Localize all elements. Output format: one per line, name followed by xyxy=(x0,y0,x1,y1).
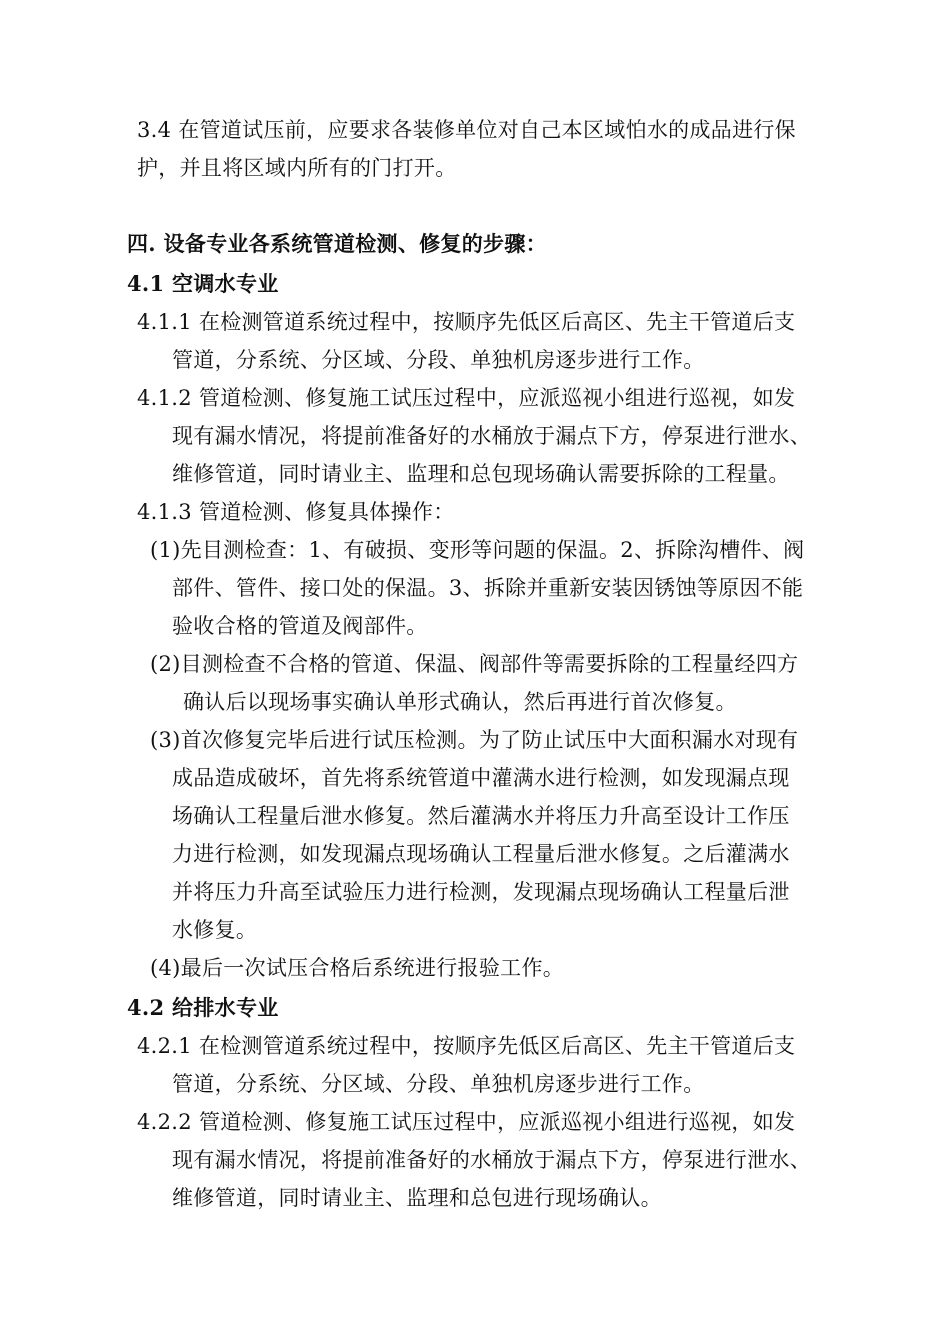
item-3-line-4: 力进行检测，如发现漏点现场确认工程量后泄水修复。之后灌满水 xyxy=(172,842,790,866)
item-3-line-5: 并将压力升高至试验压力进行检测，发现漏点现场确认工程量后泄 xyxy=(172,880,790,904)
paragraph-4-2-2-line-1: 4.2.2 管道检测、修复施工试压过程中，应派巡视小组进行巡视，如发 xyxy=(137,1110,796,1134)
item-2-line-2: 确认后以现场事实确认单形式确认，然后再进行首次修复。 xyxy=(183,690,737,714)
item-2-line-1: (2)目测检查不合格的管道、保温、阀部件等需要拆除的工程量经四方 xyxy=(150,652,799,676)
item-3-line-2: 成品造成破坏，首先将系统管道中灌满水进行检测，如发现漏点现 xyxy=(172,766,790,790)
subsection-4-2-heading: 4.2 给排水专业 xyxy=(127,995,279,1020)
paragraph-4-1-1-line-1: 4.1.1 在检测管道系统过程中，按顺序先低区后高区、先主干管道后支 xyxy=(137,310,796,334)
paragraph-4-2-2-line-3: 维修管道，同时请业主、监理和总包进行现场确认。 xyxy=(172,1186,662,1210)
subsection-4-1-heading: 4.1 空调水专业 xyxy=(127,271,279,296)
paragraph-4-1-1-line-2: 管道，分系统、分区域、分段、单独机房逐步进行工作。 xyxy=(172,348,705,372)
paragraph-4-2-1-line-1: 4.2.1 在检测管道系统过程中，按顺序先低区后高区、先主干管道后支 xyxy=(137,1034,796,1058)
section-4-heading: 四. 设备专业各系统管道检测、修复的步骤： xyxy=(127,231,547,256)
paragraph-4-2-1-line-2: 管道，分系统、分区域、分段、单独机房逐步进行工作。 xyxy=(172,1072,705,1096)
item-3-line-3: 场确认工程量后泄水修复。然后灌满水并将压力升高至设计工作压 xyxy=(172,804,790,828)
paragraph-4-1-2-line-2: 现有漏水情况，将提前准备好的水桶放于漏点下方，停泵进行泄水、 xyxy=(172,424,811,448)
item-1-line-3: 验收合格的管道及阀部件。 xyxy=(172,614,428,638)
paragraph-4-1-2-line-3: 维修管道，同时请业主、监理和总包现场确认需要拆除的工程量。 xyxy=(172,462,790,486)
item-3-line-6: 水修复。 xyxy=(172,918,258,942)
item-1-line-1: (1)先目测检查：1、有破损、变形等问题的保温。2、拆除沟槽件、阀 xyxy=(150,538,805,562)
item-4: (4)最后一次试压合格后系统进行报验工作。 xyxy=(150,956,565,980)
paragraph-4-1-2-line-1: 4.1.2 管道检测、修复施工试压过程中，应派巡视小组进行巡视，如发 xyxy=(137,386,796,410)
paragraph-4-1-3: 4.1.3 管道检测、修复具体操作： xyxy=(137,500,455,524)
paragraph-3-4-line-1: 3.4 在管道试压前，应要求各装修单位对自己本区域怕水的成品进行保 xyxy=(137,118,796,142)
item-3-line-1: (3)首次修复完毕后进行试压检测。为了防止试压中大面积漏水对现有 xyxy=(150,728,799,752)
paragraph-3-4-line-2: 护，并且将区域内所有的门打开。 xyxy=(137,156,457,180)
item-1-line-2: 部件、管件、接口处的保温。3、拆除并重新安装因锈蚀等原因不能 xyxy=(172,576,804,600)
paragraph-4-2-2-line-2: 现有漏水情况，将提前准备好的水桶放于漏点下方，停泵进行泄水、 xyxy=(172,1148,811,1172)
